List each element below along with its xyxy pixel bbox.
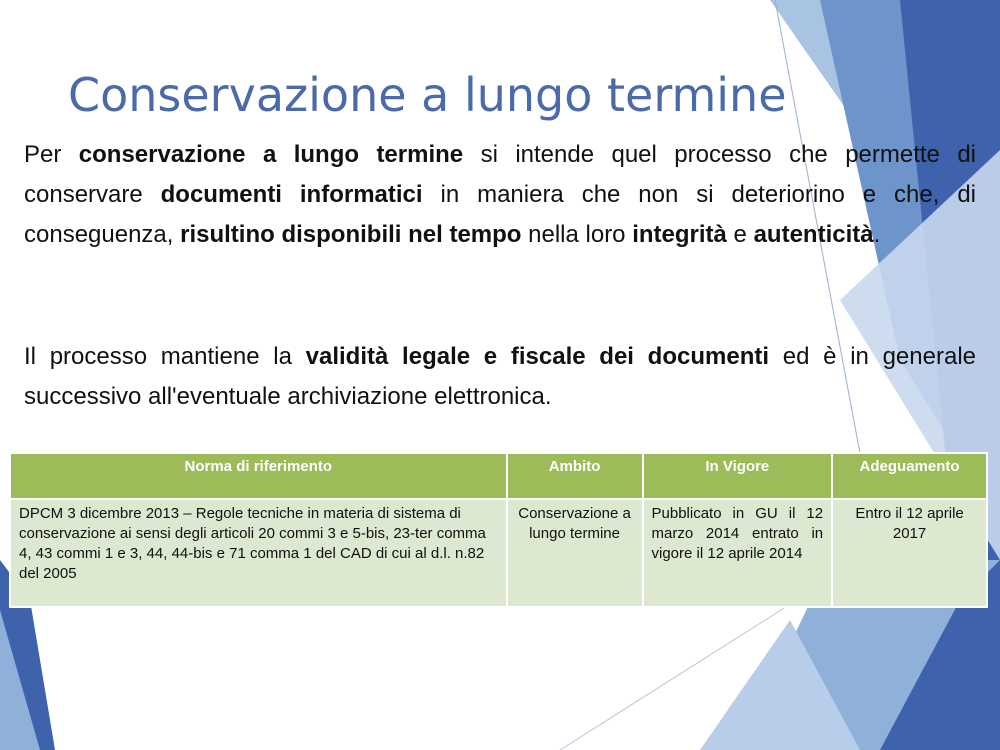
bold-term: integrità xyxy=(632,221,727,248)
cell-adeguamento: Entro il 12 aprile 2017 xyxy=(832,499,987,607)
header-in-vigore: In Vigore xyxy=(643,453,833,499)
bold-term: validità legale e fiscale dei documenti xyxy=(305,343,770,370)
table-header-row xyxy=(10,453,987,499)
table-row xyxy=(10,499,987,607)
cell-in-vigore: Pubblicato in GU il 12 marzo 2014 entrato in vigore il 12 aprile 2014 xyxy=(643,499,833,607)
text-run: e xyxy=(726,221,754,248)
slide-title: Conservazione a lungo termine xyxy=(68,68,787,122)
text-run: si intende quel processo che permette di conservare xyxy=(24,141,977,208)
text-run: Per xyxy=(24,141,79,168)
bold-term: autenticità xyxy=(753,221,874,248)
bold-term: risultino disponibili nel tempo xyxy=(180,221,522,248)
text-run: in maniera che non si deteriorino e che, di conseguenza, xyxy=(24,181,977,248)
header-ambito: Ambito xyxy=(507,453,643,499)
bold-term: conservazione a lungo termine xyxy=(78,141,464,168)
cell-ambito: Conservazione a lungo termine xyxy=(507,499,643,607)
regulation-table xyxy=(9,452,988,608)
definition-paragraph xyxy=(24,135,976,255)
text-run: . xyxy=(873,221,881,248)
text-run: Il processo mantiene la xyxy=(24,343,306,370)
cell-norma: DPCM 3 dicembre 2013 – Regole tecniche in materia di sistema di conservazione ai sensi degli articoli 20 commi 3 e 5-bis, 23-ter comma 4, 43 commi 1 e 3, 44, 44-bis e 71 comma 1 del CAD di cui al d.l. n.82 del 2005 xyxy=(10,499,507,607)
header-adeguamento: Adeguamento xyxy=(832,453,987,499)
text-run: ed è in generale successivo all'eventuale archiviazione elettronica. xyxy=(24,343,976,410)
bold-term: documenti informatici xyxy=(160,181,423,208)
text-run: nella loro xyxy=(521,221,633,248)
header-norma: Norma di riferimento xyxy=(10,453,507,499)
process-paragraph xyxy=(24,337,976,417)
